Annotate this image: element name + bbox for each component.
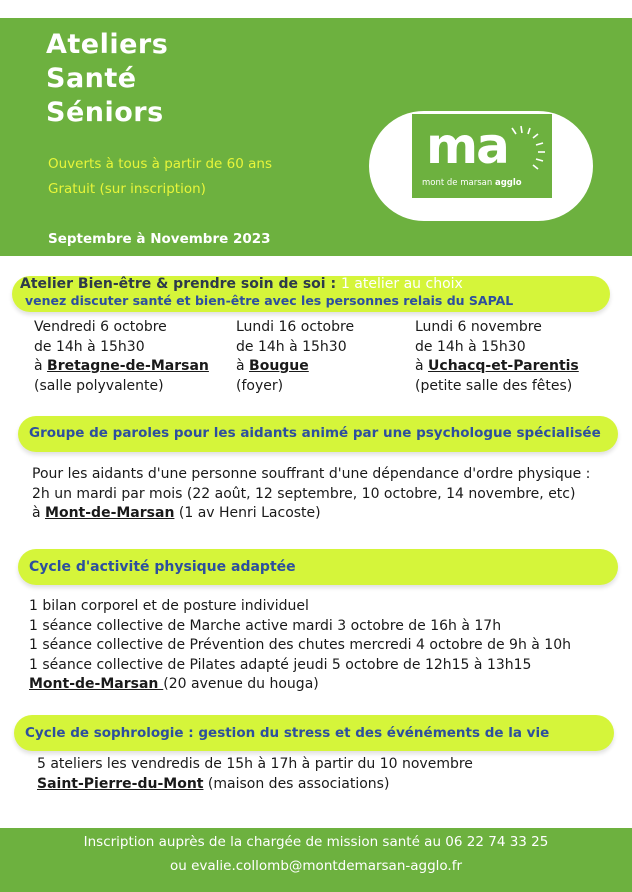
workshop-column-2 [236,318,354,396]
section-bien-etre-subtitle: venez discuter santé et bien-être avec les personnes relais du SAPAL [25,293,514,308]
section-sophrologie-body [37,755,473,794]
footer-contact-phone: Inscription auprès de la chargée de mission santé au 06 22 74 33 25 [83,834,549,850]
logo-caption [422,178,522,188]
workshop-date: Lundi 16 octobre [236,319,355,335]
section-bien-etre-banner [12,276,610,312]
logo-badge [369,111,593,221]
sun-rays-icon [508,124,548,176]
aidants-place-prefix: à [32,505,46,521]
header-banner [0,18,632,256]
sophrologie-address: (maison des associations) [203,775,390,792]
aidants-line-2: 2h un mardi par mois (22 août, 12 septembre, 10 octobre, 14 novembre, etc) [32,485,576,502]
sophrologie-line-1: 5 ateliers les vendredis de 15h à 17h à partir du 10 novembre [37,756,473,772]
workshop-venue: (petite salle des fêtes) [415,377,573,394]
workshop-place: Bretagne-de-Marsan [47,358,209,374]
price-text: Gratuit (sur inscription) [48,181,206,197]
activite-line-2: 1 séance collective de Marche active mardi 3 octobre de 16h à 17h [29,617,502,634]
workshop-time: de 14h à 15h30 [236,338,347,355]
section-bien-etre-accent: 1 atelier au choix [340,276,463,292]
section-bien-etre-title-text: Atelier Bien-être & prendre soin de soi : [20,276,341,292]
section-aidants-body [32,465,590,524]
aidants-place-line [32,504,590,524]
sophrologie-place: Saint-Pierre-du-Mont [37,775,204,792]
workshop-venue: (foyer) [236,377,284,394]
workshop-column-1 [34,318,209,396]
workshop-date: Vendredi 6 octobre [34,319,167,335]
workshop-place-prefix: à [415,358,429,374]
aidants-line-1: Pour les aidants d'une personne souffrant d'une dépendance d'ordre physique : [32,466,591,482]
section-activite-body [29,597,571,695]
section-aidants-banner [18,416,618,452]
activite-line-3: 1 séance collective de Prévention des chutes mercredi 4 octobre de 9h à 10h [29,637,571,653]
title-line-3: Séniors [46,97,164,128]
workshop-column-3 [415,318,579,396]
workshop-place-prefix: à [34,358,48,374]
audience-text: Ouverts à tous à partir de 60 ans [48,156,272,172]
section-sophrologie-banner [14,715,614,751]
workshop-place: Bougue [249,358,309,374]
workshop-time: de 14h à 15h30 [415,338,526,355]
workshop-place-line [236,357,354,377]
agglo-logo [412,114,552,198]
logo-mark: ma [426,117,508,175]
section-aidants-title: Groupe de paroles pour les aidants animé par une psychologue spécialisée [29,425,601,441]
workshop-place: Uchacq-et-Parentis [428,358,579,374]
workshop-venue: (salle polyvalente) [34,377,164,394]
footer-contact-email: ou evalie.collomb@montdemarsan-agglo.fr [169,858,463,874]
workshop-place-prefix: à [236,358,250,374]
workshop-date: Lundi 6 novembre [415,319,542,335]
sophrologie-place-line [37,775,473,795]
activite-line-4: 1 séance collective de Pilates adapté jeudi 5 octobre de 12h15 à 13h15 [29,656,532,673]
logo-caption-bold: agglo [494,178,522,188]
workshop-time: de 14h à 15h30 [34,338,145,355]
period-text: Septembre à Novembre 2023 [48,231,271,247]
section-activite-title: Cycle d'activité physique adaptée [29,559,296,575]
aidants-place: Mont-de-Marsan [45,505,175,521]
footer-banner [0,828,632,892]
section-bien-etre-title [20,276,463,292]
activite-place-line [29,675,571,695]
section-sophrologie-title: Cycle de sophrologie : gestion du stress et des événéments de la vie [25,725,550,741]
workshop-place-line [415,357,579,377]
section-activite-banner [18,549,618,585]
title-line-1: Ateliers [46,29,169,60]
title-line-2: Santé [46,63,137,94]
logo-caption-plain: mont de marsan [422,178,495,188]
activite-address: (20 avenue du houga) [163,676,319,692]
workshop-place-line [34,357,209,377]
activite-line-1: 1 bilan corporel et de posture individuel [29,598,309,614]
activite-place: Mont-de-Marsan [29,676,164,692]
aidants-address: (1 av Henri Lacoste) [174,505,321,521]
